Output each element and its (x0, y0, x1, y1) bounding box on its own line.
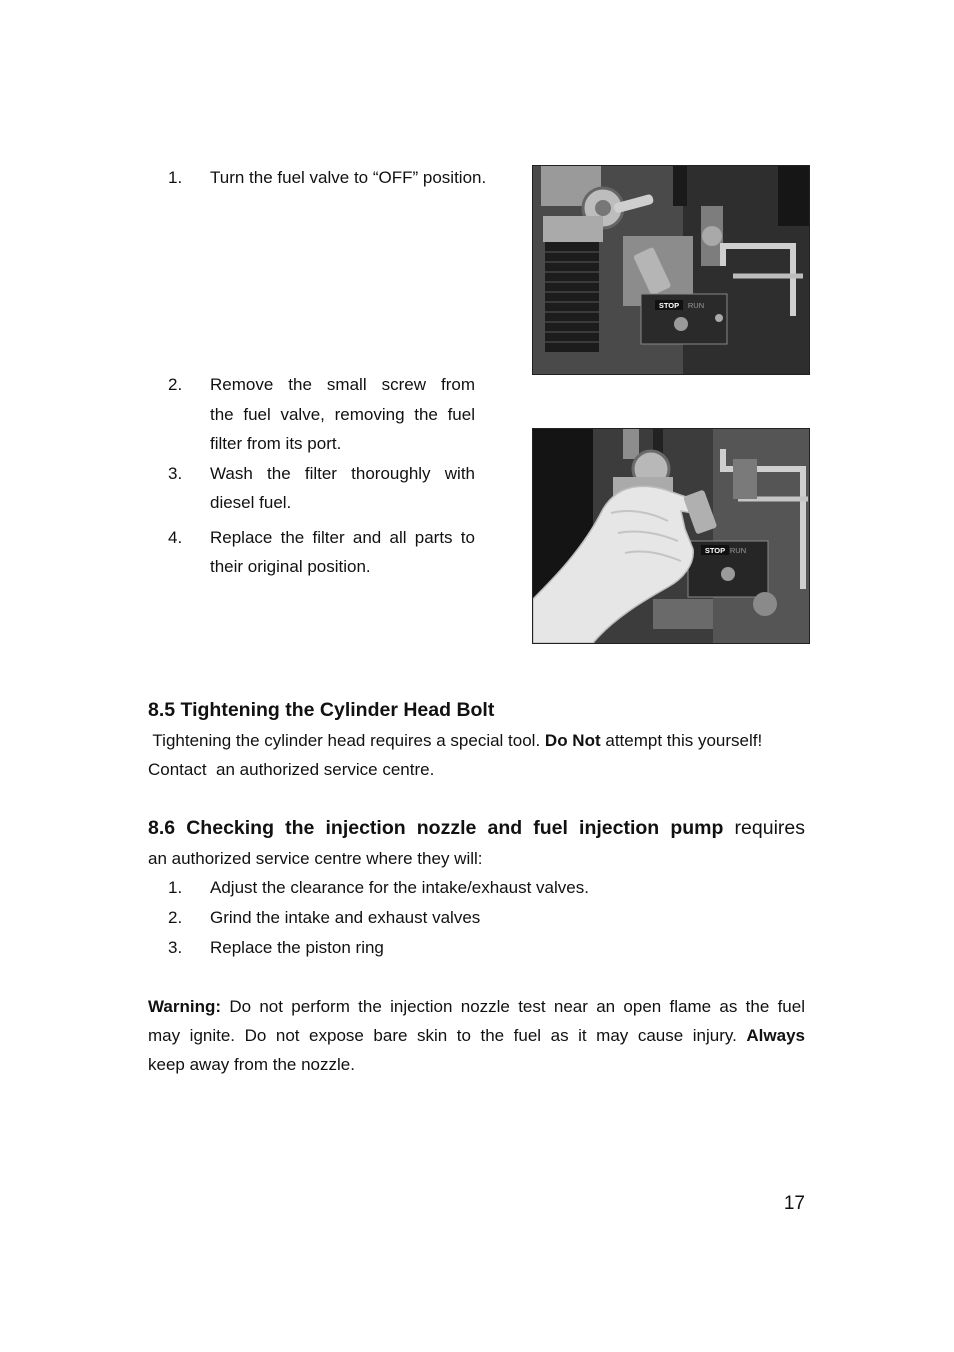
warning-text-2: may ignite. Do not expose bare skin to the fuel as it may cause injury. (148, 1026, 747, 1045)
list-number-3: 3. (168, 938, 183, 957)
list-item-2: Grind the intake and exhaust valves (210, 908, 481, 927)
warning-text-1: Do not perform the injection nozzle test near an open flame as the fuel (221, 997, 805, 1016)
step-number-4: 4. (168, 528, 183, 547)
warning-line-2 (148, 1021, 805, 1051)
step-text-2-line-1: Remove the small screw from (210, 375, 475, 394)
warning-line-1 (148, 992, 805, 1022)
section-8-5-text-end: attempt this yourself! (600, 731, 763, 750)
page-number: 17 (783, 1193, 805, 1214)
section-8-5-heading: 8.5 Tightening the Cylinder Head Bolt (148, 699, 495, 721)
list-item-3: Replace the piston ring (210, 938, 384, 957)
warning-label: Warning: (148, 997, 222, 1016)
step-text-4-line-1: Replace the filter and all parts to (210, 528, 475, 547)
step-text-2-line-3: filter from its port. (210, 434, 342, 453)
section-8-6-line-2: an authorized service centre where they will: (148, 849, 483, 868)
always-emphasis: Always (746, 1026, 805, 1045)
do-not-emphasis: Do Not (544, 731, 601, 750)
step-text-1: Turn the fuel valve to “OFF” position. (210, 168, 487, 187)
section-8-5-line-1 (148, 726, 762, 756)
section-8-6-heading (148, 814, 805, 842)
list-number-2: 2. (168, 908, 183, 927)
run-label: RUN (687, 301, 705, 310)
step-number-1: 1. (168, 168, 183, 187)
section-8-6-heading-bold: 8.6 Checking the injection nozzle and fuel injection pump (148, 817, 724, 839)
stop-label: STOP (658, 301, 680, 310)
list-item-1: Adjust the clearance for the intake/exhaust valves. (210, 878, 589, 897)
run-label: RUN (729, 546, 747, 555)
filter-removal-photo (532, 428, 810, 644)
section-8-6-heading-rest: requires (723, 817, 805, 839)
fuel-valve-photo (532, 165, 810, 375)
step-text-4-line-2: their original position. (210, 557, 371, 576)
stop-label: STOP (704, 546, 726, 555)
step-text-3-line-2: diesel fuel. (210, 493, 292, 512)
warning-line-3: keep away from the nozzle. (148, 1055, 355, 1074)
section-8-5-line-2: Contact an authorized service centre. (148, 760, 435, 779)
section-8-5-text: Tightening the cylinder head requires a special tool. (148, 731, 545, 750)
step-text-3-line-1: Wash the filter thoroughly with (210, 464, 475, 483)
list-number-1: 1. (168, 878, 183, 897)
step-number-2: 2. (168, 375, 183, 394)
step-number-3: 3. (168, 464, 183, 483)
step-text-2-line-2: the fuel valve, removing the fuel (210, 405, 475, 424)
